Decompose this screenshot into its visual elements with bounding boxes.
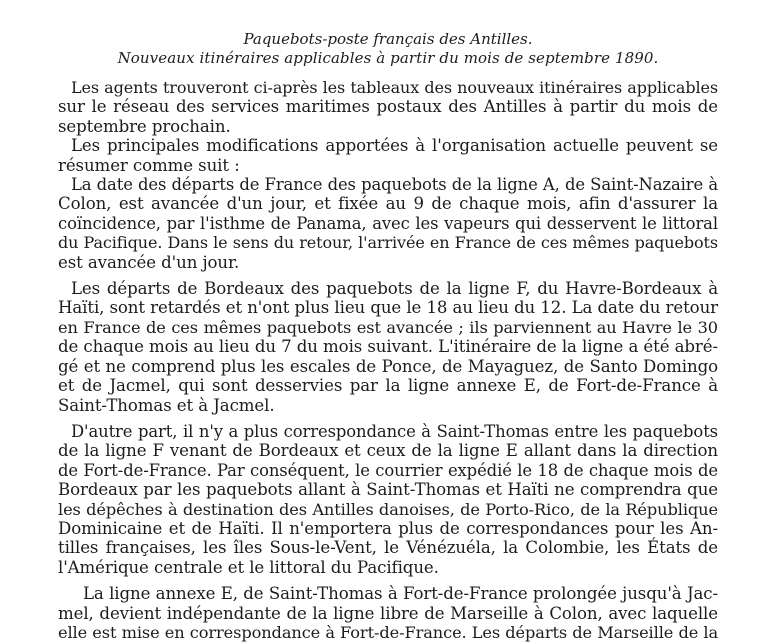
text-line: La ligne annexe E, de Saint-Thomas à Fort-de-France prolongée jusqu'à Jac- [83,584,718,604]
text-line: D'autre part, il n'y a plus correspondance à Saint-Thomas entre les paquebots [71,421,718,441]
document-page [58,30,718,642]
paragraph [58,422,718,577]
text-line: mel, devient indépendante de la ligne libre de Marseille à Colon, avec laquelle [58,603,718,623]
paragraph [58,175,718,272]
text-line: du Pacifique. Dans le sens du retour, l'arrivée en France de ces mêmes paquebots [58,233,718,253]
text-line: les dépêches à destination des Antilles danoises, de Porto-Rico, de la République [58,499,718,519]
text-line: résumer comme suit : [58,155,240,175]
text-line: Haïti, sont retardés et n'ont plus lieu que le 18 au lieu du 12. La date du retour [58,298,718,318]
text-line: Les agents trouveront ci-après les tableaux des nouveaux itinéraires applicables [71,78,718,97]
text-line: Colon, est avancée d'un jour, et fixée au 9 de chaque mois, afin d'assurer la [58,194,718,214]
text-line: en France de ces mêmes paquebots est avancée ; ils parviennent au Havre le 30 [58,317,718,337]
text-line: septembre prochain. [58,116,231,136]
text-line: gé et ne comprend plus les escales de Ponce, de Mayaguez, de Santo Domingo [58,356,718,376]
text-line: est avancée d'un jour. [58,252,240,272]
paragraph [58,279,718,415]
text-line: de Fort-de-France. Par conséquent, le courrier expédié le 18 de chaque mois de [58,460,718,480]
text-line: l'Amérique centrale et le littoral du Pacifique. [58,557,439,577]
text-line: coïncidence, par l'isthme de Panama, avec les vapeurs qui desservent le littoral [58,213,718,233]
text-line: elle est mise en correspondance à Fort-de-France. Les départs de Marseille de la [58,622,718,642]
document-title [58,30,718,68]
text-line: de la ligne F venant de Bordeaux et ceux de la ligne E allant dans la direction [58,441,718,461]
text-line: Bordeaux par les paquebots allant à Saint-Thomas et Haïti ne comprendra que [58,480,718,500]
title-line-1: Paquebots-poste français des Antilles. [243,30,533,48]
paragraph [58,78,718,136]
text-line: Les principales modifications apportées à l'organisation actuelle peuvent se [71,136,718,156]
paragraph [58,584,718,642]
text-line: de chaque mois au lieu du 7 du mois suivant. L'itinéraire de la ligne a été abré- [58,337,718,357]
text-line: tilles françaises, les îles Sous-le-Vent, le Vénézuéla, la Colombie, les États de [58,538,718,558]
text-line: Les départs de Bordeaux des paquebots de la ligne F, du Havre-Bordeaux à [71,279,718,299]
text-line: sur le réseau des services maritimes postaux des Antilles à partir du mois de [58,97,718,117]
document-body [58,78,718,642]
text-line: Dominicaine et de Haïti. Il n'emportera plus de correspondances pour les An- [58,518,718,538]
title-line-2: Nouveaux itinéraires applicables à partir du mois de septembre 1890. [117,49,659,67]
paragraph [58,136,718,175]
text-line: La date des départs de France des paquebots de la ligne A, de Saint-Nazaire à [71,175,718,195]
text-line: Saint-Thomas et à Jacmel. [58,395,275,415]
text-line: et de Jacmel, qui sont desservies par la ligne annexe E, de Fort-de-France à [58,376,718,396]
